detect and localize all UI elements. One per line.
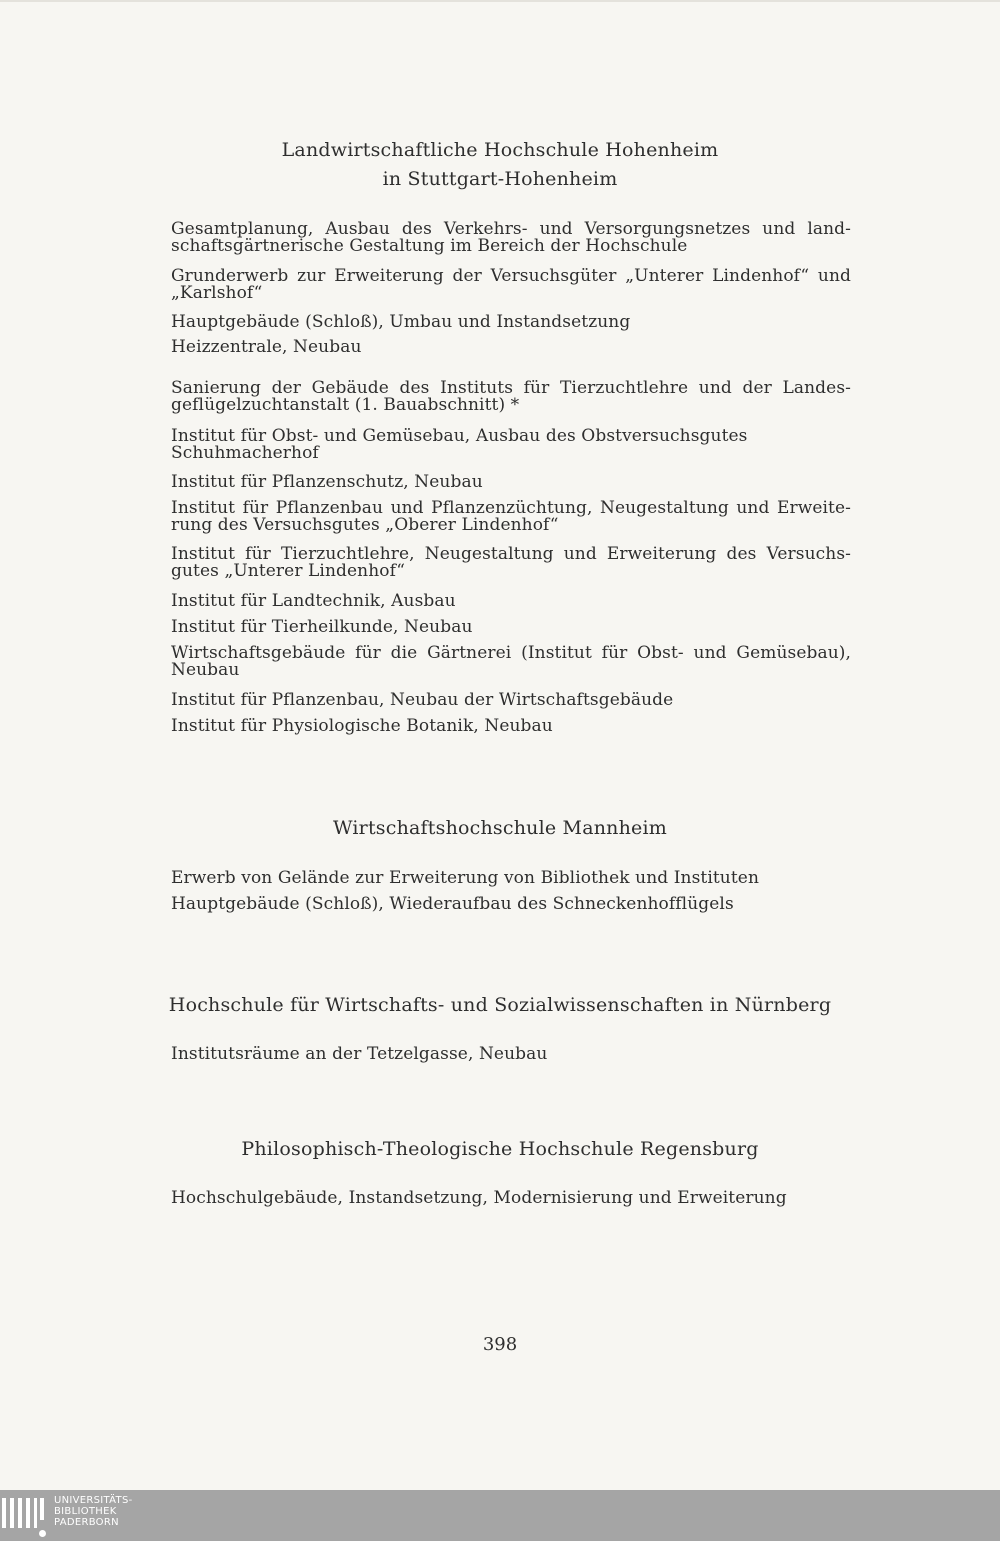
logo-line: PADERBORN	[54, 1517, 119, 1528]
entry-line: rung des Versuchsgutes „Oberer Lindenhof“	[171, 515, 559, 535]
logo-line: BIBLIOTHEK	[54, 1506, 117, 1517]
entry-line: schaftsgärtnerische Gestaltung im Bereich der Hochschule	[171, 236, 688, 256]
list-item	[171, 428, 851, 462]
logo-line: UNIVERSITÄTS-	[54, 1495, 133, 1506]
list-item	[171, 339, 851, 356]
list-item	[171, 546, 851, 580]
entry-line: Institut für Physiologische Botanik, Neubau	[171, 716, 553, 736]
list-item	[171, 500, 851, 534]
entry-line: Schuhmacherhof	[171, 443, 319, 463]
title-line: in Stuttgart-Hohenheim	[382, 168, 618, 190]
entry-line: Institut für Obst- und Gemüsebau, Ausbau des Obstversuchsgutes	[171, 426, 748, 446]
list-item	[171, 380, 851, 414]
list-item	[171, 645, 851, 679]
library-logo-icon	[2, 1498, 47, 1536]
list-item	[171, 221, 851, 255]
list-item	[171, 314, 851, 331]
list-item	[171, 718, 851, 735]
footer-bar	[0, 1490, 1000, 1541]
entry-line: Sanierung der Gebäude des Instituts für Tierzuchtlehre und der Landes-	[171, 378, 851, 398]
list-item	[171, 593, 851, 610]
entry-line: Hauptgebäude (Schloß), Umbau und Instandsetzung	[171, 312, 631, 332]
section-title-mannheim	[0, 814, 1000, 843]
title-line: Wirtschaftshochschule Mannheim	[333, 817, 667, 839]
entry-line: Wirtschaftsgebäude für die Gärtnerei (Institut für Obst- und Gemüsebau),	[171, 643, 851, 663]
entry-line: Institutsräume an der Tetzelgasse, Neubau	[171, 1044, 548, 1064]
list-item	[171, 896, 851, 913]
list-item	[171, 1046, 851, 1063]
section-title-regensburg	[0, 1135, 1000, 1164]
entry-line: Neubau	[171, 660, 240, 680]
entry-line: Erwerb von Gelände zur Erweiterung von Bibliothek und Instituten	[171, 868, 760, 888]
title-line: Landwirtschaftliche Hochschule Hohenheim	[281, 139, 719, 161]
list-item	[171, 692, 851, 709]
list-item	[171, 268, 851, 302]
entry-line: Institut für Pflanzenbau, Neubau der Wirtschaftsgebäude	[171, 690, 674, 710]
list-item	[171, 1190, 851, 1207]
entry-line: Institut für Tierzuchtlehre, Neugestaltung und Erweiterung des Versuchs-	[171, 544, 851, 564]
entry-line: Gesamtplanung, Ausbau des Verkehrs- und Versorgungsnetzes und land-	[171, 219, 851, 239]
entry-line: Heizzentrale, Neubau	[171, 337, 362, 357]
entry-line: „Karlshof“	[171, 283, 263, 303]
title-line: Philosophisch-Theologische Hochschule Regensburg	[241, 1138, 759, 1160]
entry-line: Institut für Pflanzenschutz, Neubau	[171, 472, 483, 492]
entry-line: gutes „Unterer Lindenhof“	[171, 561, 406, 581]
library-logo-text	[54, 1495, 133, 1528]
list-item	[171, 619, 851, 636]
entry-line: Institut für Pflanzenbau und Pflanzenzüchtung, Neugestaltung und Erweite-	[171, 498, 851, 518]
list-item	[171, 474, 851, 491]
entry-line: Institut für Tierheilkunde, Neubau	[171, 617, 473, 637]
entry-line: Institut für Landtechnik, Ausbau	[171, 591, 456, 611]
entry-line: Hauptgebäude (Schloß), Wiederaufbau des Schneckenhofflügels	[171, 894, 734, 914]
title-line: Hochschule für Wirtschafts- und Sozialwissenschaften in Nürnberg	[168, 994, 832, 1016]
section-title-nuernberg	[0, 991, 1000, 1020]
section-title-hohenheim	[0, 136, 1000, 194]
entry-line: Grunderwerb zur Erweiterung der Versuchsgüter „Unterer Lindenhof“ und	[171, 266, 851, 286]
page-top-edge	[0, 0, 1000, 2]
page-number: 398	[482, 1334, 518, 1355]
entry-line: geflügelzuchtanstalt (1. Bauabschnitt) *	[171, 395, 520, 415]
entry-line: Hochschulgebäude, Instandsetzung, Modernisierung und Erweiterung	[171, 1188, 787, 1208]
list-item	[171, 870, 851, 887]
